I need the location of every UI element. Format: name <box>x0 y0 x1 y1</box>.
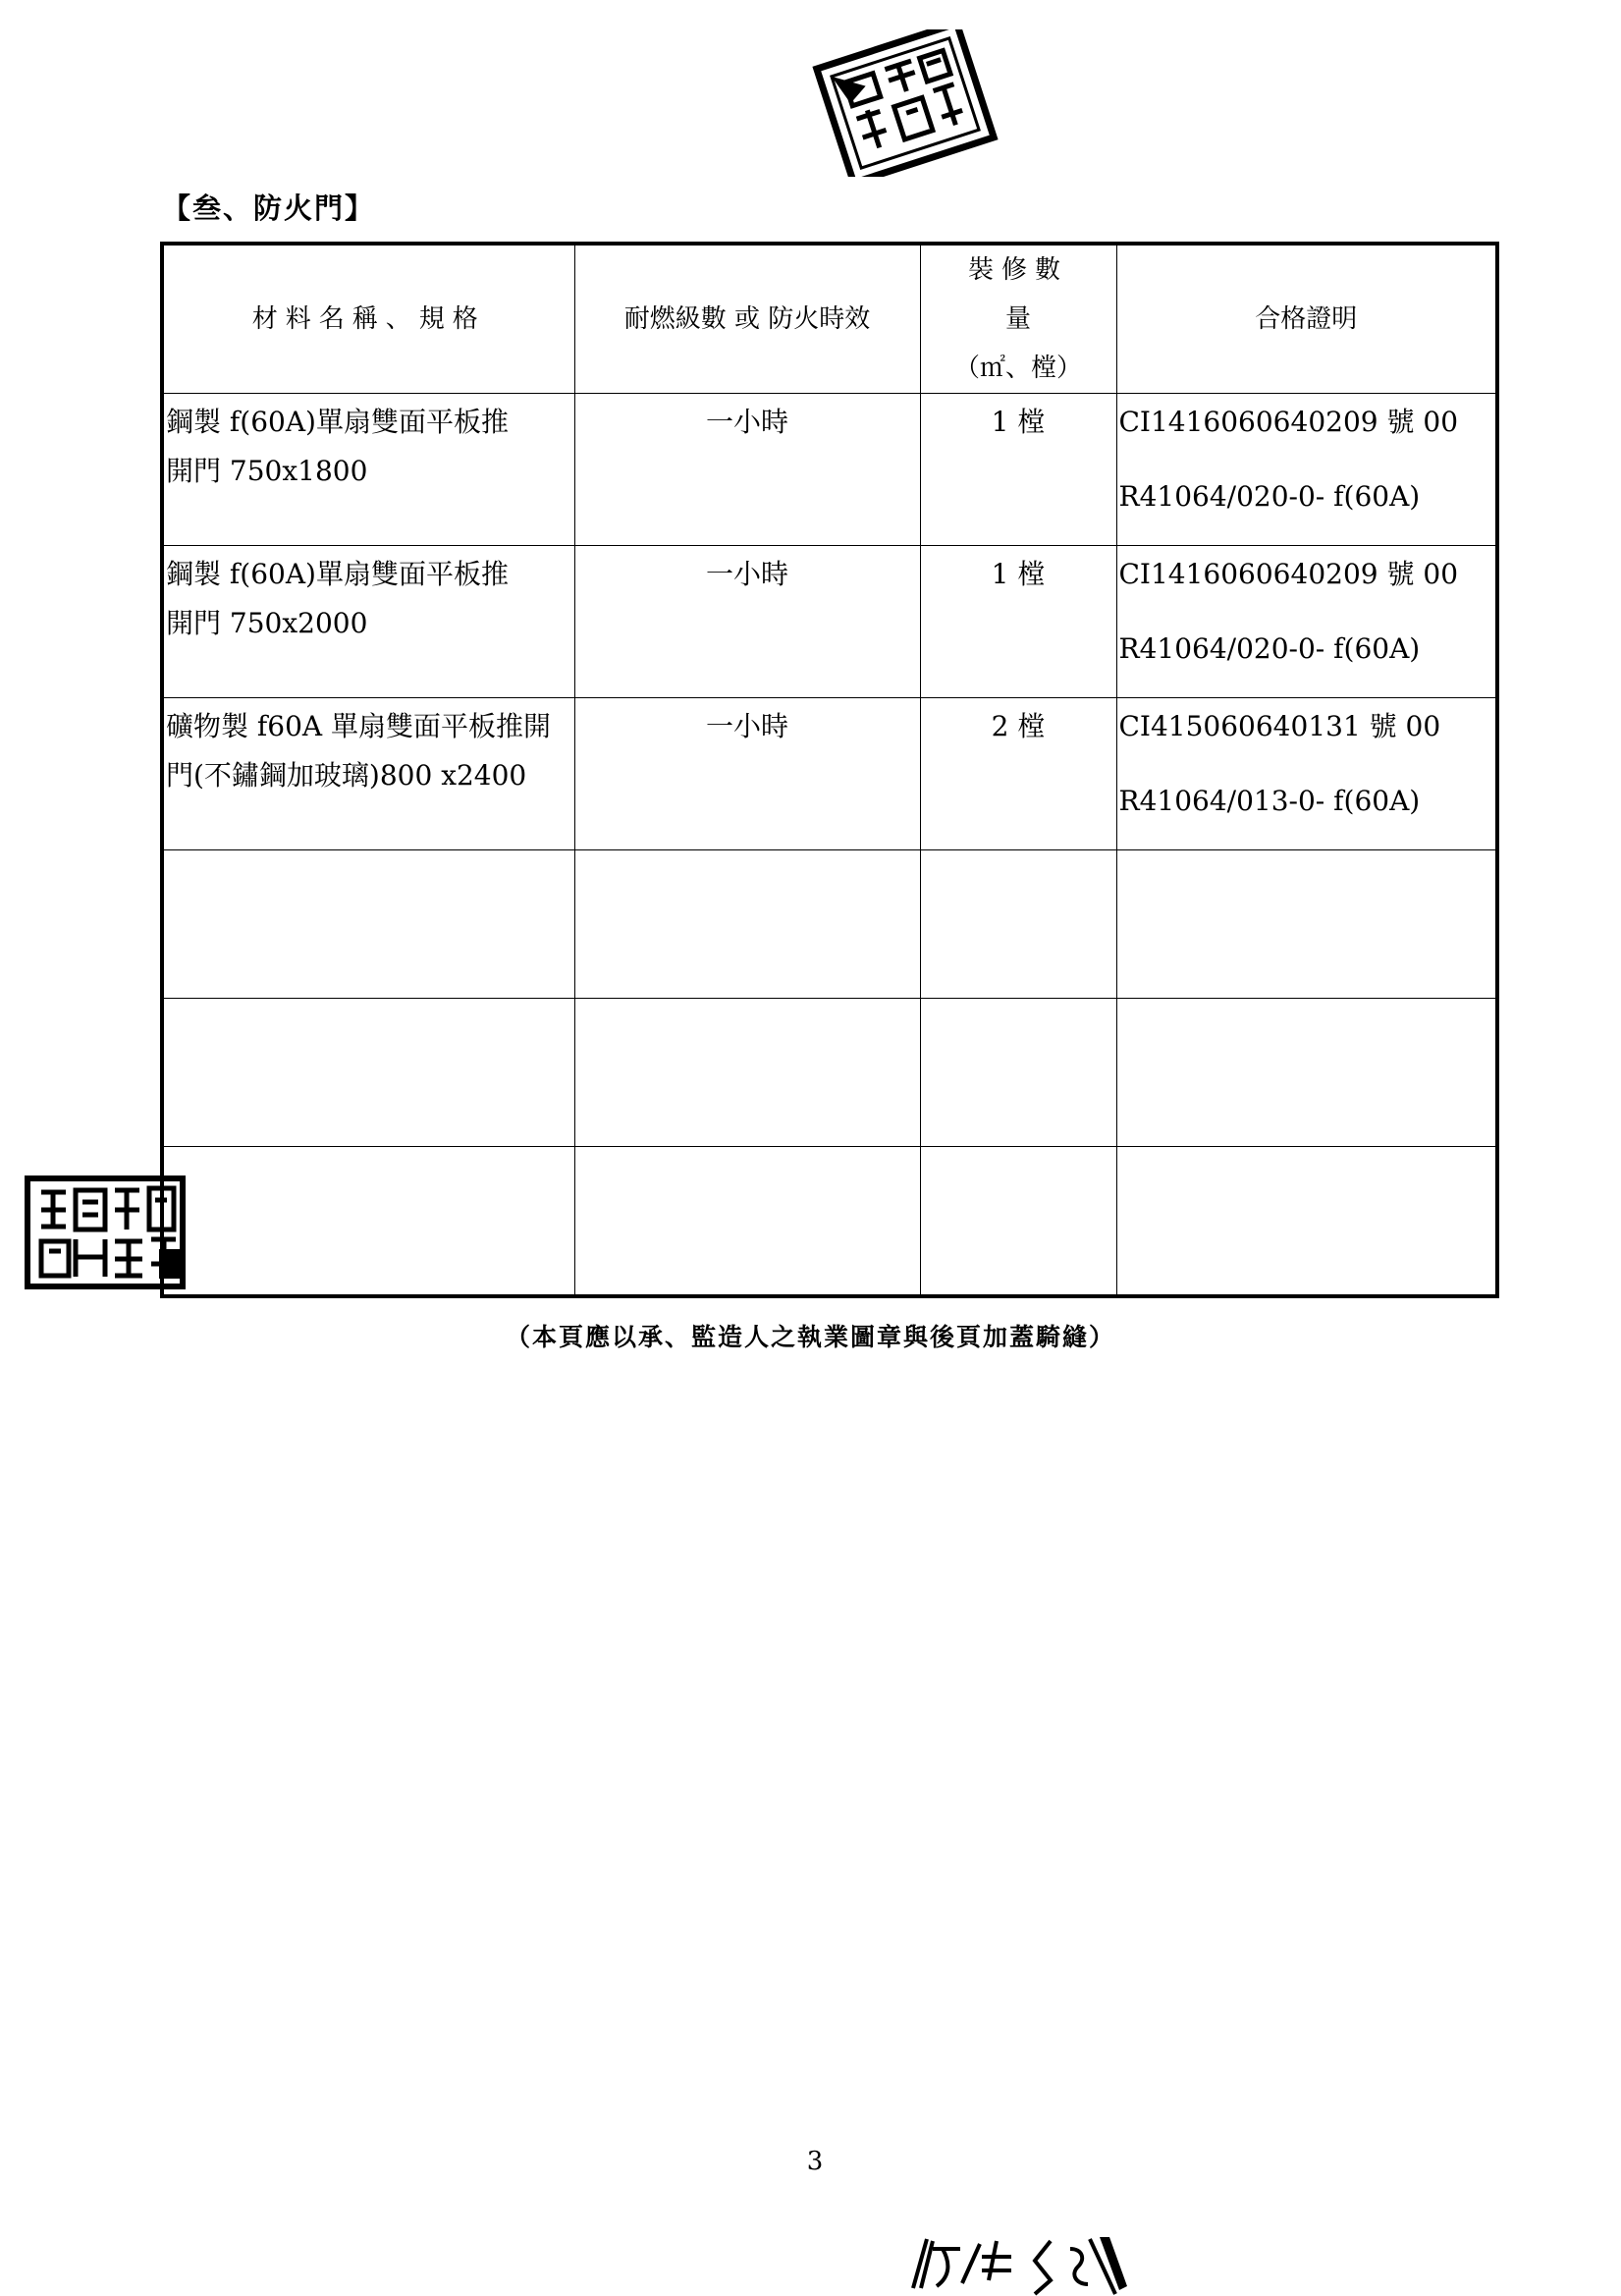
section-title: 【叁、防火門】 <box>162 191 376 225</box>
cell-certificate: CI415060640131 號 00 R41064/013-0- f(60A) <box>1116 698 1497 850</box>
table-row-empty <box>162 1147 1497 1297</box>
table-row <box>162 698 1497 850</box>
header-certificate: 合格證明 <box>1116 244 1497 394</box>
cell-quantity: 1 樘 <box>920 546 1116 698</box>
cell-fire-rating: 一小時 <box>574 698 920 850</box>
cell-quantity: 2 樘 <box>920 698 1116 850</box>
cell-certificate: CI1416060640209 號 00 R41064/020-0- f(60A) <box>1116 394 1497 546</box>
cell-material-name: 礦物製 f60A 單扇雙面平板推開 門(不鏽鋼加玻璃)800 x2400 <box>162 698 574 850</box>
signature-mark-bottom <box>903 2229 1129 2296</box>
table-row-empty <box>162 999 1497 1147</box>
header-fire-rating: 耐燃級數 或 防火時效 <box>574 244 920 394</box>
table-header-row <box>162 244 1497 394</box>
table-row <box>162 394 1497 546</box>
seal-stamp-left <box>22 1171 189 1293</box>
fire-door-table <box>160 242 1499 1298</box>
header-quantity: 裝修數 量 （㎡、樘） <box>920 244 1116 394</box>
cell-material-name: 鋼製 f(60A)單扇雙面平板推 開門 750x1800 <box>162 394 574 546</box>
footer-note: （本頁應以承、監造人之執業圖章與後頁加蓋騎縫） <box>505 1323 1115 1351</box>
cell-fire-rating: 一小時 <box>574 394 920 546</box>
seal-stamp-top <box>810 29 1001 177</box>
table-row <box>162 546 1497 698</box>
cell-fire-rating: 一小時 <box>574 546 920 698</box>
header-material-name: 材料名稱、規格 <box>162 244 574 394</box>
cell-certificate: CI1416060640209 號 00 R41064/020-0- f(60A) <box>1116 546 1497 698</box>
table-row-empty <box>162 850 1497 999</box>
page-number: 3 <box>806 2147 824 2176</box>
cell-quantity: 1 樘 <box>920 394 1116 546</box>
cell-material-name: 鋼製 f(60A)單扇雙面平板推 開門 750x2000 <box>162 546 574 698</box>
